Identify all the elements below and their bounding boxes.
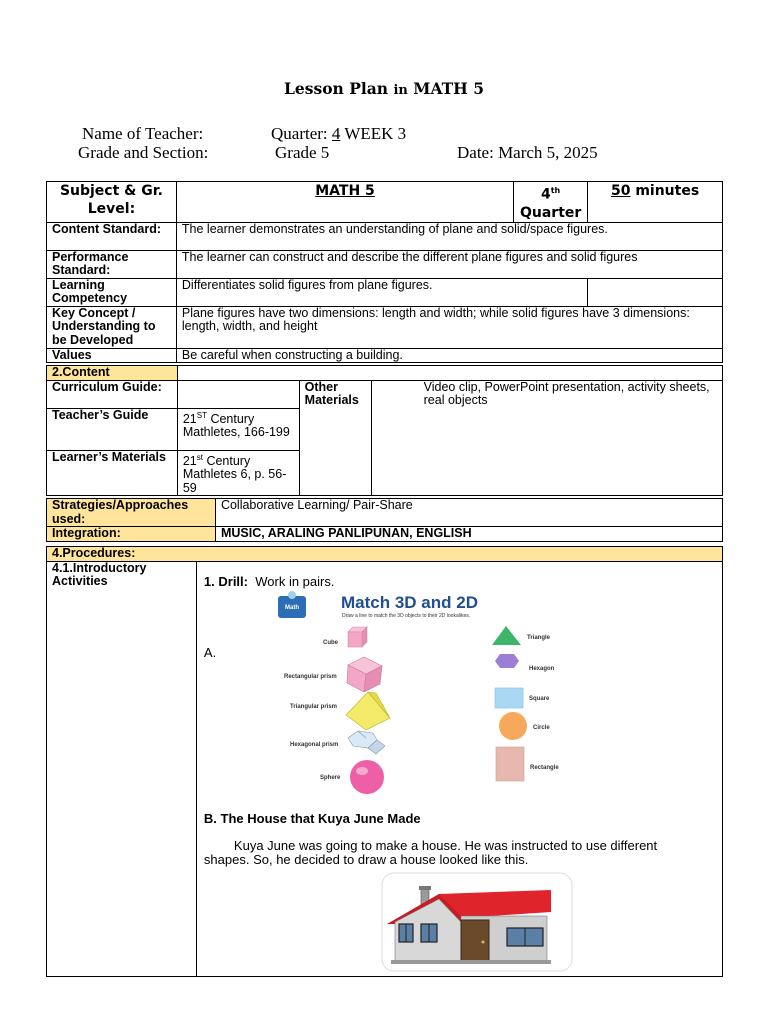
plane-label: Circle bbox=[533, 725, 550, 731]
house-picture bbox=[381, 872, 573, 972]
document-title bbox=[0, 79, 768, 98]
date-label: Date: March 5, 2025 bbox=[457, 143, 598, 162]
triangular-prism-icon bbox=[346, 692, 390, 730]
key-concept-label: Key Concept / Understanding to be Developed bbox=[47, 306, 177, 348]
curriculum-label: Curriculum Guide: bbox=[47, 380, 178, 408]
match-title: Match 3D and 2D bbox=[341, 593, 478, 612]
subject-label: Subject & Gr. Level: bbox=[47, 182, 177, 223]
intro-activities-label: 4.1.Introductory Activities bbox=[47, 561, 197, 976]
match-subtitle: Draw a line to match the 3D objects to their 2D lookalikes. bbox=[342, 613, 471, 619]
lesson-info-table bbox=[46, 181, 723, 363]
plane-label: Triangle bbox=[527, 635, 551, 641]
triangle-icon bbox=[492, 626, 521, 645]
strategies-label: Strategies/Approaches used: bbox=[47, 499, 216, 527]
plane-label: Square bbox=[529, 696, 550, 702]
drill-line: 1. Drill: Work in pairs. bbox=[203, 573, 335, 589]
quarter-cell: 4th Quarter bbox=[514, 182, 588, 223]
rectangular-prism-icon bbox=[347, 657, 382, 692]
logo-text: Math bbox=[285, 605, 299, 611]
other-materials: Video clip, PowerPoint presentation, activity sheets, real objects bbox=[371, 380, 722, 496]
hexagonal-prism-icon bbox=[348, 731, 385, 754]
key-concept: Plane figures have two dimensions: length and width; while solid figures have 3 dimensions: length, width, and height bbox=[176, 306, 722, 348]
grade-value: Grade 5 bbox=[275, 143, 330, 162]
hexagon-icon bbox=[495, 654, 519, 668]
solid-label: Cube bbox=[323, 640, 338, 646]
solid-label: Rectangular prism bbox=[284, 674, 337, 680]
teachers-guide: 21ST Century Mathletes, 166-199 bbox=[177, 408, 299, 450]
title-in: in bbox=[393, 83, 408, 98]
title-text: Lesson Plan bbox=[284, 79, 389, 98]
strategies-table bbox=[46, 498, 723, 542]
quarter-label: Quarter: bbox=[271, 124, 328, 143]
square-icon bbox=[495, 688, 523, 708]
part-b-title: B. The House that Kuya June Made bbox=[203, 810, 421, 826]
rectangle-icon bbox=[496, 747, 524, 781]
match-3d-2d-worksheet bbox=[276, 588, 559, 793]
learners-materials-label: Learner’s Materials bbox=[47, 450, 178, 496]
performance-standard: The learner can construct and describe the different plane figures and solid figures bbox=[176, 250, 722, 278]
math-logo-icon bbox=[278, 591, 306, 618]
values-label: Values bbox=[47, 348, 177, 363]
values: Be careful when constructing a building. bbox=[176, 348, 722, 363]
plane-label: Hexagon bbox=[529, 666, 555, 672]
solid-label: Triangular prism bbox=[290, 704, 338, 710]
procedures-header: 4.Procedures: bbox=[47, 547, 723, 562]
competency: Differentiates solid figures from plane figures. bbox=[176, 278, 587, 306]
part-b-text: Kuya June was going to make a house. He was instructed to use different shapes. So, he decided to draw a house looked like this. bbox=[203, 837, 658, 867]
grade-label: Grade and Section: bbox=[78, 143, 209, 162]
strategies: Collaborative Learning/ Pair-Share bbox=[215, 499, 722, 527]
performance-standard-label: Performance Standard: bbox=[47, 250, 177, 278]
teacher-label: Name of Teacher: bbox=[82, 124, 204, 143]
cube-icon bbox=[348, 627, 367, 647]
solid-label: Sphere bbox=[320, 775, 341, 781]
content-standard: The learner demonstrates an understanding of plane and solid/space figures. bbox=[176, 222, 722, 250]
competency-extra bbox=[588, 278, 723, 306]
content-standard-label: Content Standard: bbox=[47, 222, 177, 250]
integration-label: Integration: bbox=[47, 527, 216, 542]
quarter-line bbox=[271, 124, 406, 144]
solid-label: Hexagonal prism bbox=[290, 742, 339, 748]
sphere-icon bbox=[350, 760, 384, 794]
learners-materials: 21st Century Mathletes 6, p. 56-59 bbox=[177, 450, 299, 496]
quarter-value: 4 bbox=[331, 124, 341, 143]
content-table bbox=[46, 365, 723, 496]
subject-value: MATH 5 bbox=[176, 182, 513, 223]
title-subject: MATH 5 bbox=[413, 79, 484, 98]
integration: MUSIC, ARALING PANLIPUNAN, ENGLISH bbox=[215, 527, 722, 542]
minutes-cell: 50 minutes bbox=[588, 182, 723, 223]
circle-icon bbox=[499, 712, 527, 740]
content-header: 2.Content bbox=[47, 366, 178, 381]
other-materials-label: Other Materials bbox=[299, 380, 371, 496]
competency-label: Learning Competency bbox=[47, 278, 177, 306]
plane-label: Rectangle bbox=[530, 765, 559, 771]
teachers-guide-label: Teacher’s Guide bbox=[47, 408, 178, 450]
part-a-label: A. bbox=[203, 644, 217, 660]
week-value: WEEK 3 bbox=[344, 124, 407, 143]
